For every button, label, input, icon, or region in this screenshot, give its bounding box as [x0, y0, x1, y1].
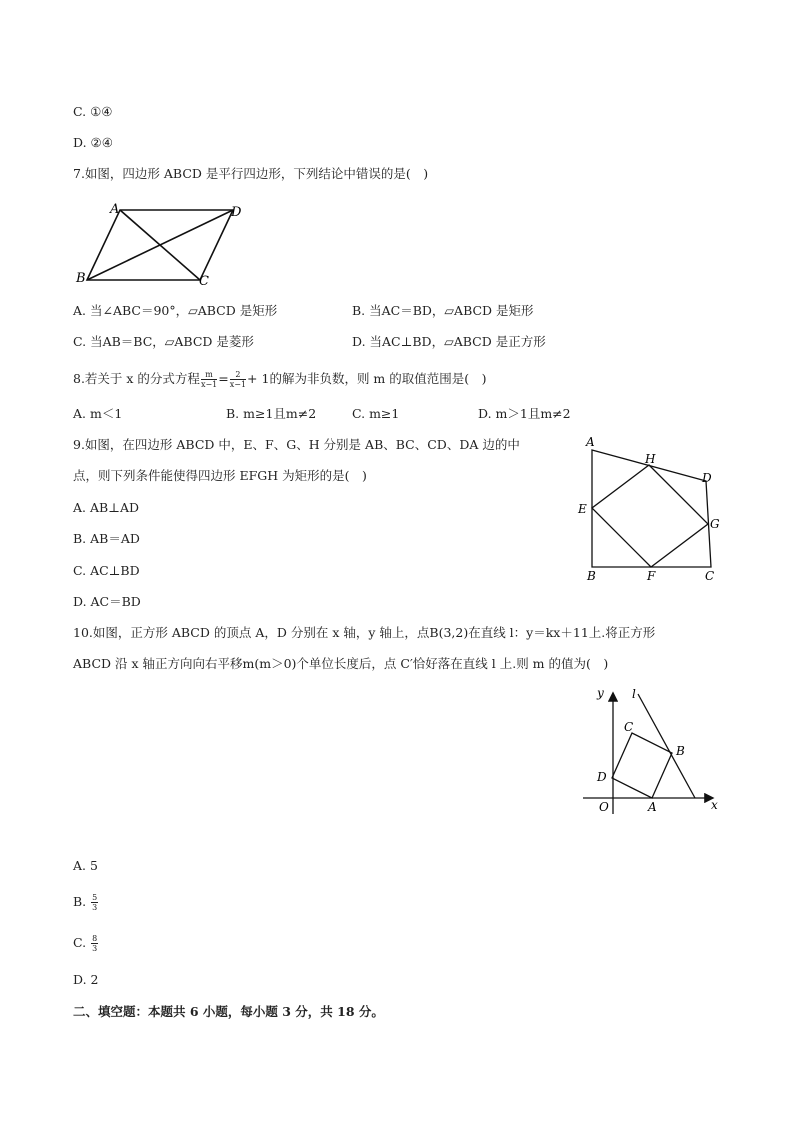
- q10-label-l: l: [632, 687, 636, 701]
- q10-option-b-prefix: B.: [73, 894, 91, 909]
- q8-stem: [73, 370, 487, 389]
- q9-option-d: D. AC＝BD: [73, 594, 141, 609]
- q10-stem-line2: ABCD 沿 x 轴正方向向右平移m(m＞0)个单位长度后，点 C′恰好落在直线 l 上.则 m 的值为( ): [73, 656, 609, 671]
- q10-label-d: D: [597, 770, 607, 784]
- q10-option-c: [73, 934, 99, 953]
- q7-option-a: A. 当∠ABC＝90°，▱ABCD 是矩形: [73, 303, 278, 318]
- q7-label-b: B: [76, 271, 86, 286]
- q9-label-h: H: [645, 452, 656, 466]
- q10-label-x: x: [711, 798, 718, 812]
- q10-stem-line1: 10.如图，正方形 ABCD 的顶点 A，D 分别在 x 轴，y 轴上，点B(3,2)在直线 l：y＝kx＋11上.将正方形: [73, 625, 656, 640]
- q7-option-d: D. 当AC⊥BD，▱ABCD 是正方形: [352, 334, 546, 349]
- q10-line-l: [638, 694, 695, 798]
- q8-fraction-2: [230, 370, 246, 389]
- q10-option-d: D. 2: [73, 972, 99, 987]
- q8-frac2-num: 2: [230, 370, 246, 380]
- q6-option-c: C. ①④: [73, 104, 113, 119]
- section-2-heading: 二、填空题：本题共 6 小题，每小题 3 分，共 18 分。: [73, 1004, 384, 1019]
- q9-quadrilateral-efgh: [592, 465, 708, 567]
- q7-label-a: A: [110, 202, 120, 217]
- q9-option-c: C. AC⊥BD: [73, 563, 140, 578]
- q10-option-b-num: 5: [92, 893, 98, 902]
- q10-option-b-den: 3: [92, 903, 98, 912]
- q10-option-c-num: 8: [92, 934, 98, 943]
- q10-label-b: B: [676, 744, 685, 758]
- q10-option-c-prefix: C.: [73, 935, 91, 950]
- q10-coordinate-figure: [578, 684, 728, 818]
- q8-option-d: D. m＞1且m≠2: [478, 406, 571, 421]
- q8-option-b: B. m≥1且m≠2: [226, 406, 317, 421]
- q8-frac1-den: x−1: [200, 380, 218, 389]
- q9-option-a: A. AB⊥AD: [73, 500, 139, 515]
- q7-stem: 7.如图，四边形 ABCD 是平行四边形，下列结论中错误的是( ): [73, 166, 429, 181]
- q9-stem-line2: 点，则下列条件能使得四边形 EFGH 为矩形的是( ): [73, 468, 367, 483]
- q10-square-abcd: [612, 733, 672, 798]
- q10-option-b-fraction: [91, 893, 98, 912]
- q10-label-a: A: [648, 800, 657, 814]
- q10-option-c-fraction: [91, 934, 98, 953]
- q9-label-c: C: [705, 569, 715, 583]
- q10-option-c-den: 3: [92, 944, 98, 953]
- q7-parallelogram-figure: [70, 198, 260, 290]
- q9-option-b: B. AB＝AD: [73, 531, 140, 546]
- q8-frac2-den: x−1: [229, 380, 247, 389]
- q7-option-c: C. 当AB＝BC，▱ABCD 是菱形: [73, 334, 254, 349]
- q7-label-d: D: [231, 205, 242, 220]
- q10-option-a: A. 5: [73, 858, 98, 873]
- q9-stem-line1: 9.如图，在四边形 ABCD 中，E、F、G、H 分别是 AB、BC、CD、DA 边的中: [73, 437, 520, 452]
- q7-label-c: C: [199, 274, 209, 289]
- q7-diagonal-bd: [87, 210, 233, 280]
- q9-quadrilateral-figure: [570, 430, 730, 588]
- q8-eq-sign: =: [218, 371, 229, 386]
- q7-option-b: B. 当AC＝BD，▱ABCD 是矩形: [352, 303, 534, 318]
- q6-option-d: D. ②④: [73, 135, 113, 150]
- q9-label-a: A: [586, 435, 595, 449]
- q9-label-d: D: [702, 471, 712, 485]
- q8-fraction-1: [201, 370, 217, 389]
- q10-option-b: [73, 893, 99, 912]
- q10-label-y: y: [597, 686, 604, 700]
- q9-label-g: G: [710, 517, 720, 531]
- q9-label-b: B: [587, 569, 596, 583]
- q8-option-a: A. m＜1: [73, 406, 123, 421]
- q9-label-e: E: [578, 502, 587, 516]
- q10-label-o: O: [599, 800, 609, 814]
- q9-label-f: F: [647, 569, 656, 583]
- q8-stem-before: 8.若关于 x 的分式方程: [73, 371, 200, 386]
- q8-option-c: C. m≥1: [352, 406, 400, 421]
- q8-stem-after: + 1的解为非负数，则 m 的取值范围是( ): [247, 371, 487, 386]
- q10-label-c: C: [624, 720, 634, 734]
- q8-frac1-num: m: [201, 370, 217, 380]
